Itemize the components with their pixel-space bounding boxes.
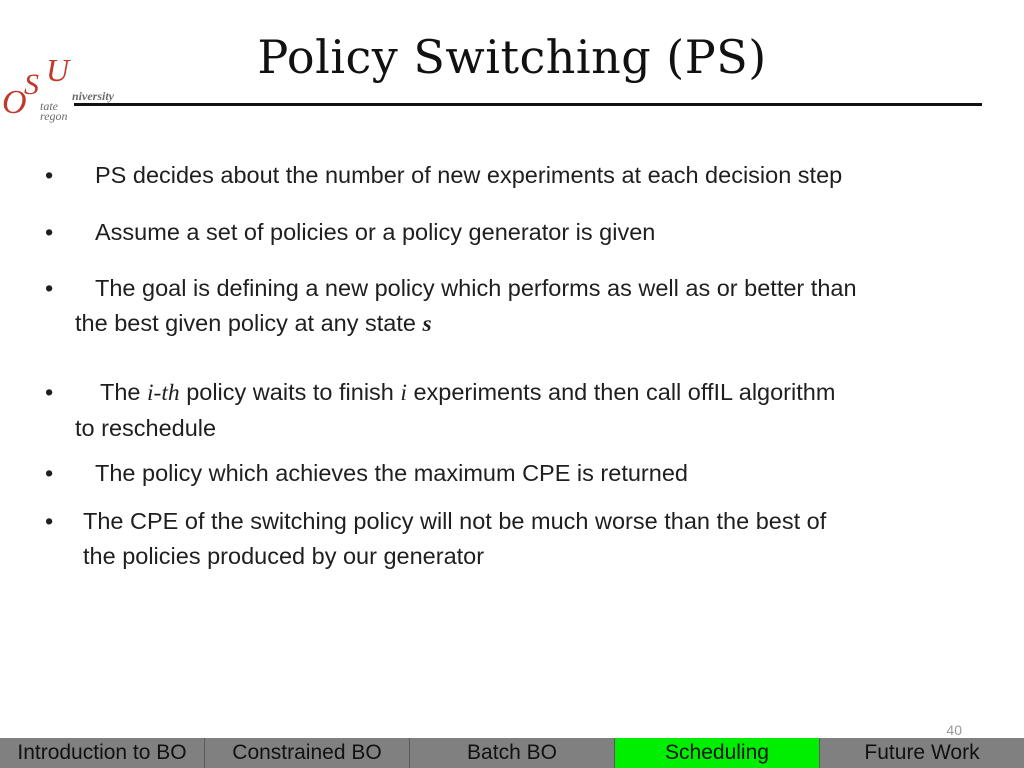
bullet-text-pre: The	[100, 379, 148, 405]
nav-item-introduction-to-bo[interactable]: Introduction to BO	[0, 738, 205, 768]
bullet-text-line2: to reschedule	[75, 415, 217, 441]
slide-title: Policy Switching (PS)	[257, 30, 767, 84]
bullet-text-line1	[100, 375, 835, 411]
bullet-marker: •	[45, 219, 54, 245]
nav-item-future-work[interactable]: Future Work	[820, 738, 1024, 768]
state-variable: s	[422, 311, 432, 337]
bullet-item	[45, 504, 826, 574]
bullet-item	[45, 158, 842, 193]
logo-letter-s: S	[24, 68, 39, 101]
logo-word-state: tate	[40, 99, 58, 113]
ith-variable: i-th	[147, 380, 180, 406]
logo-letter-o: O	[2, 84, 27, 121]
section-nav-bar	[0, 738, 1024, 768]
bullet-marker: •	[45, 460, 54, 486]
bullet-text-line1: The goal is defining a new policy which performs as well as or better than	[95, 275, 857, 301]
bullet-marker: •	[45, 275, 54, 301]
bullet-text-line2: the policies produced by our generator	[83, 543, 485, 569]
bullet-marker: •	[45, 379, 54, 405]
bullet-text: PS decides about the number of new experiments at each decision step	[95, 162, 843, 188]
i-variable: i	[400, 380, 407, 406]
bullet-item	[45, 375, 835, 446]
bullet-text-mid: policy waits to finish	[179, 379, 401, 405]
nav-item-batch-bo[interactable]: Batch BO	[410, 738, 615, 768]
bullet-item	[45, 271, 857, 342]
logo-letter-u: U	[46, 52, 70, 88]
bullet-item	[45, 215, 655, 250]
logo-word-university: niversity	[72, 89, 114, 103]
bullet-text: Assume a set of policies or a policy generator is given	[95, 219, 656, 245]
bullet-text-post: experiments and then call offIL algorithm	[406, 379, 836, 405]
bullet-text: The policy which achieves the maximum CPE is returned	[95, 460, 688, 486]
page-number: 40	[946, 722, 962, 738]
bullet-marker: •	[45, 162, 54, 188]
bullet-text-line2	[75, 306, 857, 342]
nav-item-constrained-bo[interactable]: Constrained BO	[205, 738, 410, 768]
bullet-marker: •	[45, 508, 54, 534]
bullet-item	[45, 456, 688, 491]
nav-item-scheduling[interactable]: Scheduling	[615, 738, 820, 768]
bullet-text-line1: The CPE of the switching policy will not be much worse than the best of	[83, 508, 827, 534]
title-underline	[74, 103, 982, 106]
bullet-text-continuation: the best given policy at any state	[75, 310, 423, 336]
logo-word-oregon: regon	[40, 109, 68, 123]
